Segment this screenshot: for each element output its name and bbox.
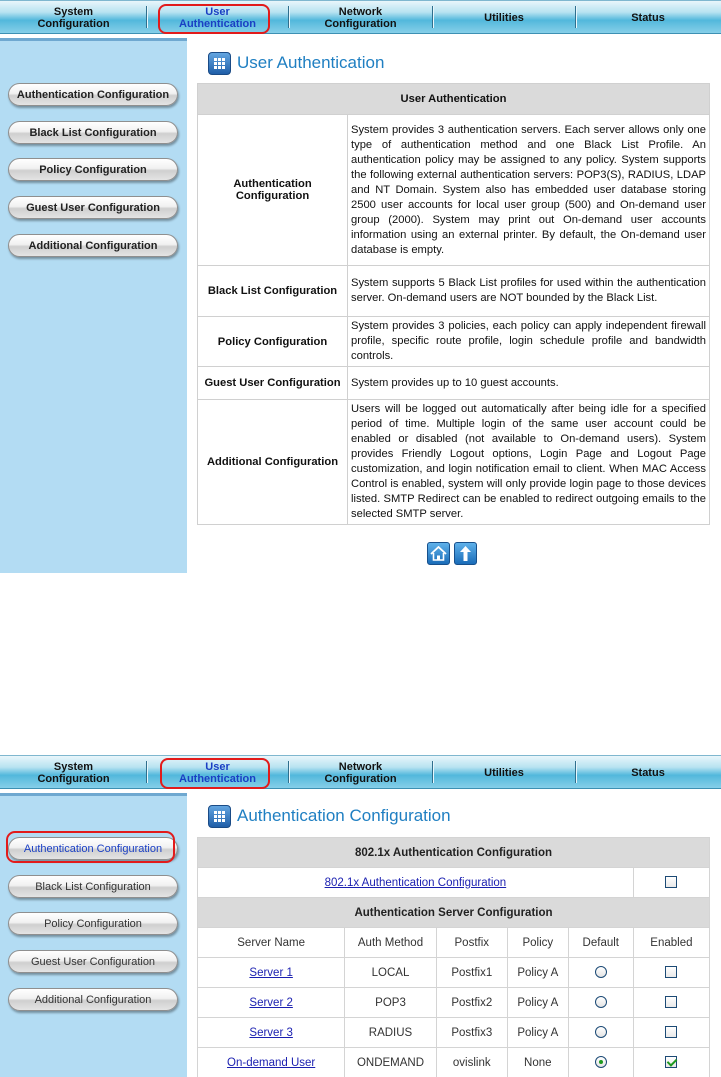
sidebar-item-black-list-configuration[interactable]: Black List Configuration	[8, 121, 178, 144]
main-content	[187, 793, 721, 1077]
postfix: Postfix2	[436, 988, 507, 1018]
row-label: Authentication Configuration	[198, 115, 348, 266]
sidebar-item-guest-user-configuration[interactable]: Guest User Configuration	[8, 196, 178, 219]
policy: Policy A	[507, 1018, 568, 1048]
row-description: System provides up to 10 guest accounts.	[348, 367, 710, 400]
on-demand-user-link[interactable]: On-demand User	[227, 1056, 316, 1069]
server-config-header: Authentication Server Configuration	[198, 898, 710, 928]
postfix: Postfix3	[436, 1018, 507, 1048]
nav-user-authentication[interactable]: User Authentication	[179, 761, 256, 785]
page-title	[208, 51, 384, 75]
server-2-link[interactable]: Server 2	[249, 996, 293, 1009]
row-description: System provides 3 policies, each policy can apply independent firewall profile, specific route profile, login schedule profile and bandwidth controls.	[348, 317, 710, 367]
sidebar	[0, 38, 187, 573]
table-row	[198, 115, 710, 266]
page-title	[208, 804, 451, 828]
table-row	[198, 988, 710, 1018]
table-row	[198, 1048, 710, 1077]
column-header: Postfix	[436, 928, 507, 958]
nav-system-configuration[interactable]: System Configuration	[37, 6, 110, 30]
up-arrow-icon[interactable]	[454, 542, 477, 565]
sidebar-item-additional-configuration[interactable]: Additional Configuration	[8, 988, 178, 1011]
screenshot-authentication-configuration	[0, 755, 721, 1077]
home-icon[interactable]	[427, 542, 450, 565]
nav-utilities[interactable]: Utilities	[484, 767, 524, 779]
user-authentication-table	[197, 83, 710, 525]
dot1x-enable-cell	[633, 868, 709, 898]
auth-method: LOCAL	[345, 958, 436, 988]
auth-method: ONDEMAND	[345, 1048, 436, 1077]
sidebar-item-guest-user-configuration[interactable]: Guest User Configuration	[8, 950, 178, 973]
row-label: Additional Configuration	[198, 400, 348, 525]
nav-utilities[interactable]: Utilities	[484, 12, 524, 24]
top-nav-bar	[0, 755, 721, 789]
authentication-configuration-table	[197, 837, 710, 1077]
top-nav-bar	[0, 0, 721, 34]
row-label: Policy Configuration	[198, 317, 348, 367]
postfix: ovislink	[436, 1048, 507, 1077]
auth-method: RADIUS	[345, 1018, 436, 1048]
dot1x-enable-checkbox[interactable]	[665, 876, 677, 888]
nav-network-configuration[interactable]: Network Configuration	[324, 761, 397, 785]
column-header: Auth Method	[345, 928, 436, 958]
nav-system-configuration[interactable]: System Configuration	[37, 761, 110, 785]
postfix: Postfix1	[436, 958, 507, 988]
column-header-row	[198, 928, 710, 958]
enabled-checkbox[interactable]	[665, 966, 677, 978]
row-label: Guest User Configuration	[198, 367, 348, 400]
policy: Policy A	[507, 988, 568, 1018]
sidebar-item-policy-configuration[interactable]: Policy Configuration	[8, 158, 178, 181]
default-radio[interactable]	[595, 1056, 607, 1068]
dot1x-link-cell	[198, 868, 634, 898]
column-header: Enabled	[633, 928, 709, 958]
sidebar-item-black-list-configuration[interactable]: Black List Configuration	[8, 875, 178, 898]
policy: Policy A	[507, 958, 568, 988]
enabled-checkbox[interactable]	[665, 1026, 677, 1038]
row-description: System supports 5 Black List profiles for used within the authentication server. On-demand users are NOT bounded by the Black List.	[348, 266, 710, 317]
enabled-checkbox[interactable]	[665, 1056, 677, 1068]
grid-icon	[208, 52, 231, 75]
auth-method: POP3	[345, 988, 436, 1018]
sidebar	[0, 793, 187, 1077]
enabled-checkbox[interactable]	[665, 996, 677, 1008]
column-header: Policy	[507, 928, 568, 958]
server-3-link[interactable]: Server 3	[249, 1026, 293, 1039]
sidebar-item-policy-configuration[interactable]: Policy Configuration	[8, 912, 178, 935]
page-title-text: Authentication Configuration	[237, 806, 451, 825]
table-header: User Authentication	[198, 84, 710, 115]
sidebar-item-authentication-configuration[interactable]: Authentication Configuration	[8, 837, 178, 860]
table-row	[198, 266, 710, 317]
nav-network-configuration[interactable]: Network Configuration	[324, 6, 397, 30]
sidebar-item-authentication-configuration[interactable]: Authentication Configuration	[8, 83, 178, 106]
nav-user-authentication[interactable]: User Authentication	[179, 6, 256, 30]
server-1-link[interactable]: Server 1	[249, 966, 293, 979]
sidebar-item-additional-configuration[interactable]: Additional Configuration	[8, 234, 178, 257]
dot1x-configuration-link[interactable]: 802.1x Authentication Configuration	[324, 876, 507, 889]
page-title-text: User Authentication	[237, 53, 385, 72]
default-radio[interactable]	[595, 1026, 607, 1038]
table-row	[198, 1018, 710, 1048]
row-description: Users will be logged out automatically after being idle for a specified period of time. Multiple login of the same user account could be enabled or disabled (not available to On-demand users). System provides Friendly Logout options, Login Page and Logout Page customization, and login notification email to client. When MAC Access Control is enabled, system will only provide login page to those devices listed. SMTP Redirect can be enabled to redirect outgoing emails to the selected SMTP server.	[348, 400, 710, 525]
grid-icon	[208, 805, 231, 828]
table-row	[198, 400, 710, 525]
column-header: Server Name	[198, 928, 345, 958]
nav-status[interactable]: Status	[631, 767, 665, 779]
column-header: Default	[568, 928, 633, 958]
dot1x-header: 802.1x Authentication Configuration	[198, 838, 710, 868]
policy: None	[507, 1048, 568, 1077]
page-action-icons	[427, 542, 477, 565]
main-content	[187, 38, 721, 573]
table-row	[198, 317, 710, 367]
row-description: System provides 3 authentication servers. Each server allows only one type of authentication method and one Black List Profile. An authentication policy may be assigned to any policy. System supports the following external authentication servers: POP3(S), RADIUS, LDAP and NT Domain. System also has embedded user database storing 2500 user accounts for local user group (500) and On-demand user group (2000). System may print out On-demand user accounts information using an external printer. By default, the On-demand user database is empty.	[348, 115, 710, 266]
table-row	[198, 958, 710, 988]
row-label: Black List Configuration	[198, 266, 348, 317]
nav-status[interactable]: Status	[631, 12, 665, 24]
default-radio[interactable]	[595, 966, 607, 978]
table-row	[198, 367, 710, 400]
default-radio[interactable]	[595, 996, 607, 1008]
